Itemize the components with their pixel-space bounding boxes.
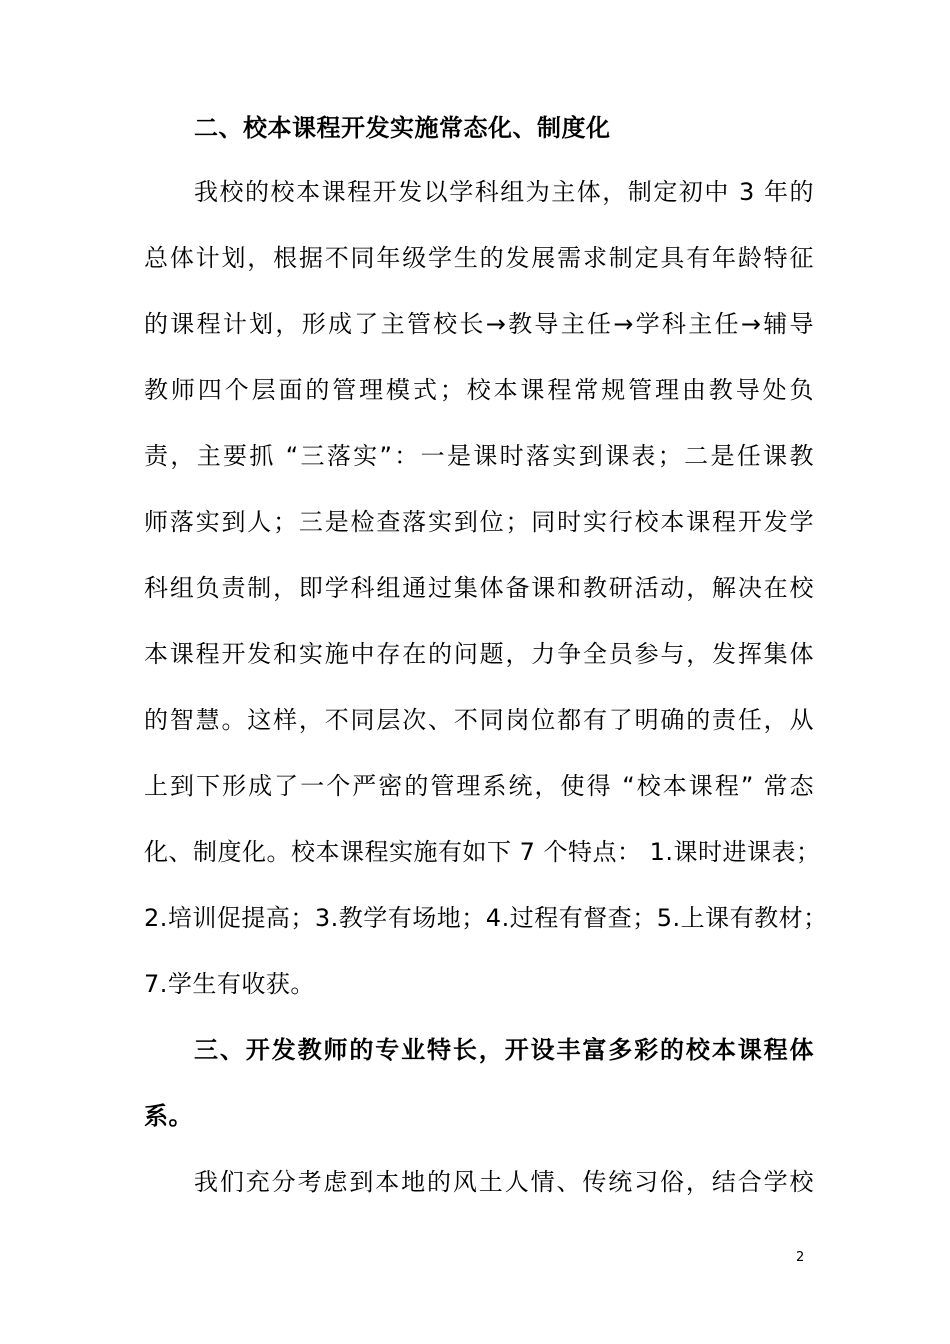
- paragraph-line: 的智慧。这样，不同层次、不同岗位都有了明确的责任，从: [144, 706, 814, 734]
- paragraph-line: 我们充分考虑到本地的风土人情、传统习俗，结合学校: [194, 1168, 814, 1196]
- paragraph-line: 本课程开发和实施中存在的问题，力争全员参与，发挥集体: [144, 640, 814, 668]
- section-heading-2: 二、校本课程开发实施常态化、制度化: [194, 114, 611, 142]
- paragraph-line: 我校的校本课程开发以学科组为主体，制定初中 3 年的: [194, 178, 814, 206]
- section-heading-3: 三、开发教师的专业特长，开设丰富多彩的校本课程体: [194, 1036, 814, 1064]
- paragraph-line: 的课程计划，形成了主管校长→教导主任→学科主任→辅导: [144, 310, 814, 338]
- section-heading-3-continued: 系。: [144, 1102, 193, 1130]
- paragraph-line: 7.学生有收获。: [144, 970, 315, 998]
- paragraph-line: 2.培训促提高；3.教学有场地；4.过程有督查；5.上课有教材；: [144, 904, 828, 932]
- paragraph-line: 师落实到人；三是检查落实到位；同时实行校本课程开发学: [144, 508, 814, 536]
- paragraph-line: 教师四个层面的管理模式；校本课程常规管理由教导处负: [144, 376, 814, 404]
- paragraph-line: 科组负责制，即学科组通过集体备课和教研活动，解决在校: [144, 574, 814, 602]
- paragraph-line: 责，主要抓 “三落实”：一是课时落实到课表；二是任课教: [144, 442, 814, 470]
- paragraph-line: 总体计划，根据不同年级学生的发展需求制定具有年龄特征: [144, 244, 814, 272]
- paragraph-line: 化、制度化。校本课程实施有如下 7 个特点： 1.课时进课表；: [144, 838, 821, 866]
- paragraph-line: 上到下形成了一个严密的管理系统，使得 “校本课程” 常态: [144, 772, 814, 800]
- page-number: 2: [796, 1250, 805, 1265]
